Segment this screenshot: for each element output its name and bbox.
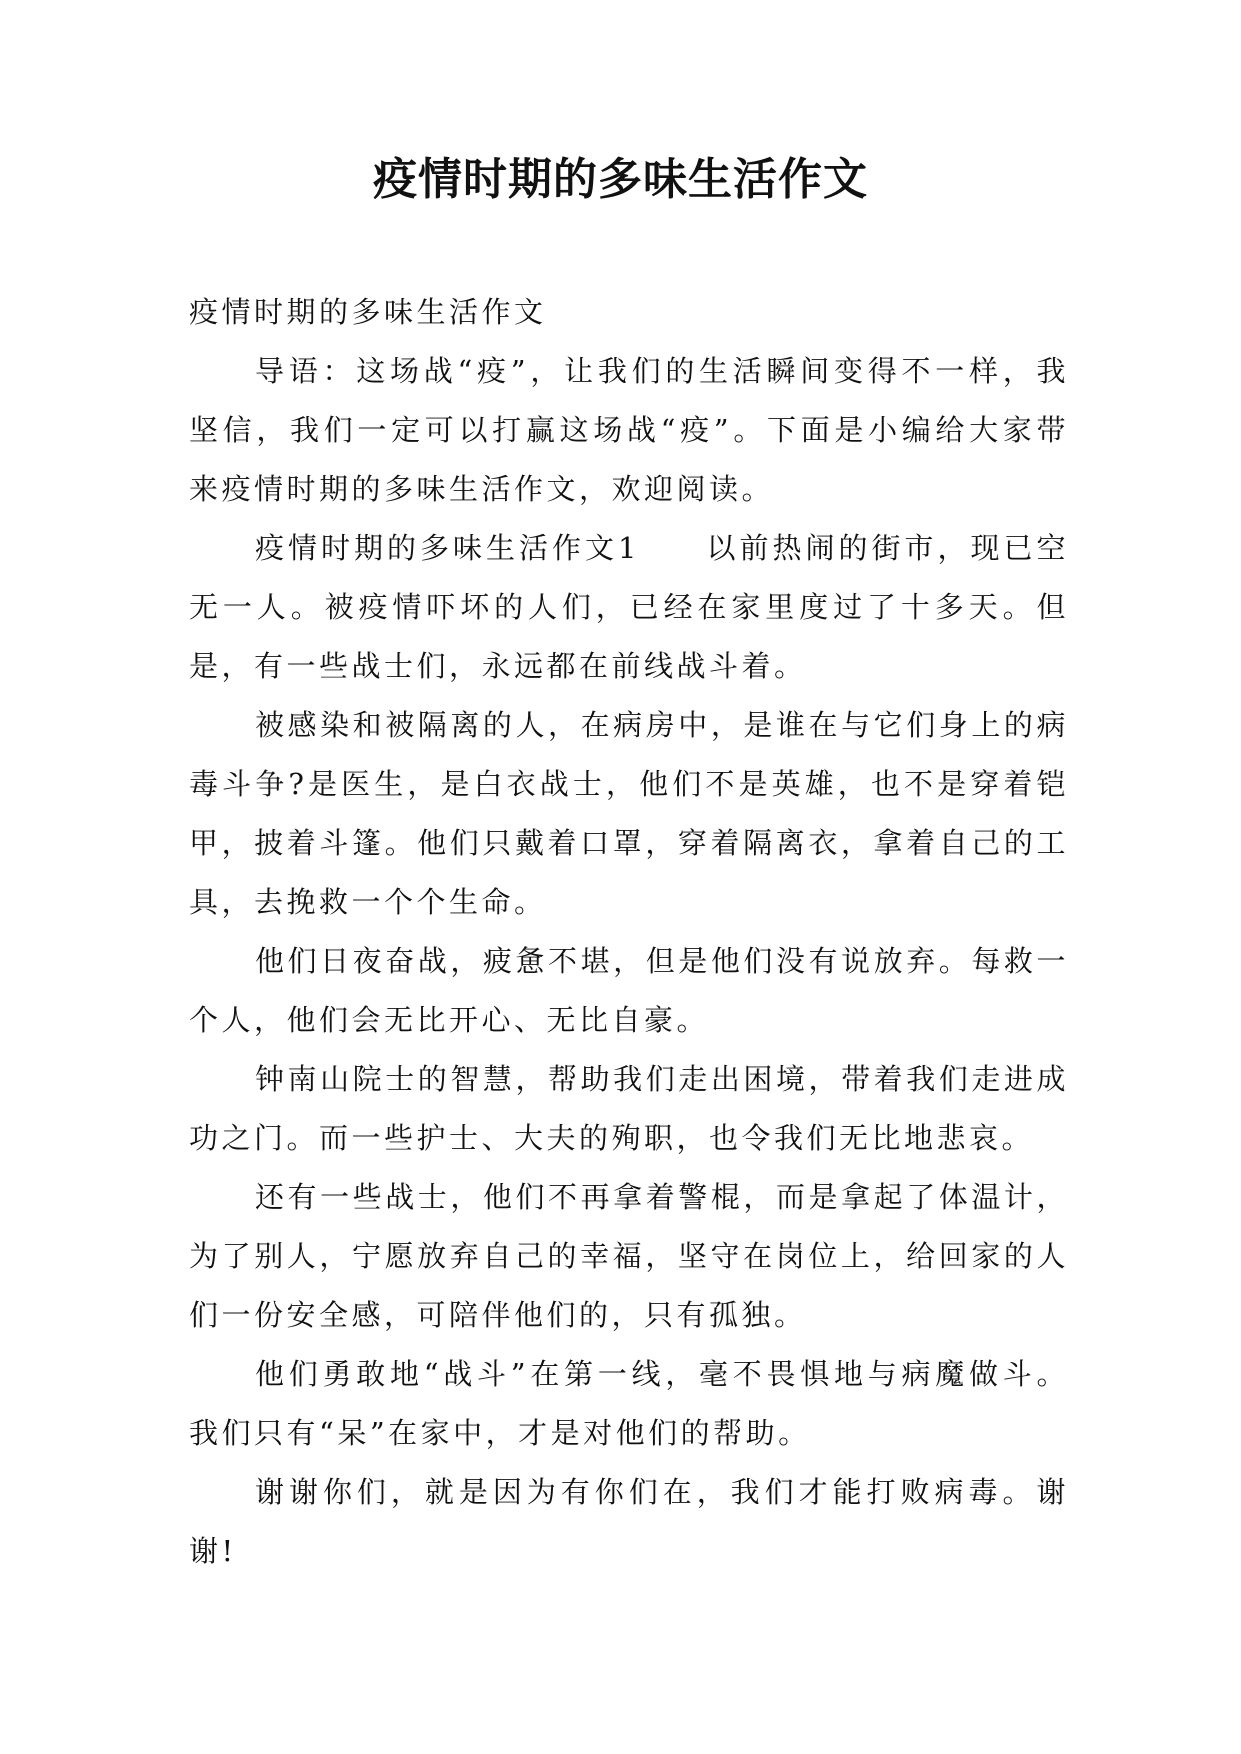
page-title: 疫情时期的多味生活作文 (373, 154, 868, 205)
body-paragraph: 疫情时期的多味生活作文1 以前热闹的街市，现已空无一人。被疫情吓坏的人们，已经在家里度过了十多天。但是，有一些战士们，永远都在前线战斗着。 (189, 531, 1069, 683)
closing-paragraph: 谢谢你们，就是因为有你们在，我们才能打败病毒。谢谢! (189, 1475, 1069, 1568)
body-paragraph: 还有一些战士，他们不再拿着警棍，而是拿起了体温计，为了别人，宁愿放弃自己的幸福，坚守在岗位上，给回家的人们一份安全感，可陪伴他们的，只有孤独。 (189, 1180, 1069, 1332)
intro-paragraph: 导语：这场战“疫”，让我们的生活瞬间变得不一样，我坚信，我们一定可以打赢这场战“疫”。下面是小编给大家带来疫情时期的多味生活作文，欢迎阅读。 (189, 354, 1069, 506)
document-body (189, 283, 1069, 1581)
body-paragraph: 钟南山院士的智慧，帮助我们走出困境，带着我们走进成功之门。而一些护士、大夫的殉职，也令我们无比地悲哀。 (189, 1062, 1069, 1155)
subtitle-paragraph: 疫情时期的多味生活作文 (189, 295, 547, 329)
body-paragraph: 被感染和被隔离的人，在病房中，是谁在与它们身上的病毒斗争?是医生，是白衣战士，他们不是英雄，也不是穿着铠甲，披着斗篷。他们只戴着口罩，穿着隔离衣，拿着自己的工具，去挽救一个个生命。 (189, 708, 1069, 919)
body-paragraph: 他们勇敢地“战斗”在第一线，毫不畏惧地与病魔做斗。我们只有“呆”在家中，才是对他们的帮助。 (189, 1357, 1069, 1450)
body-paragraph: 他们日夜奋战，疲惫不堪，但是他们没有说放弃。每救一个人，他们会无比开心、无比自豪。 (189, 944, 1069, 1037)
